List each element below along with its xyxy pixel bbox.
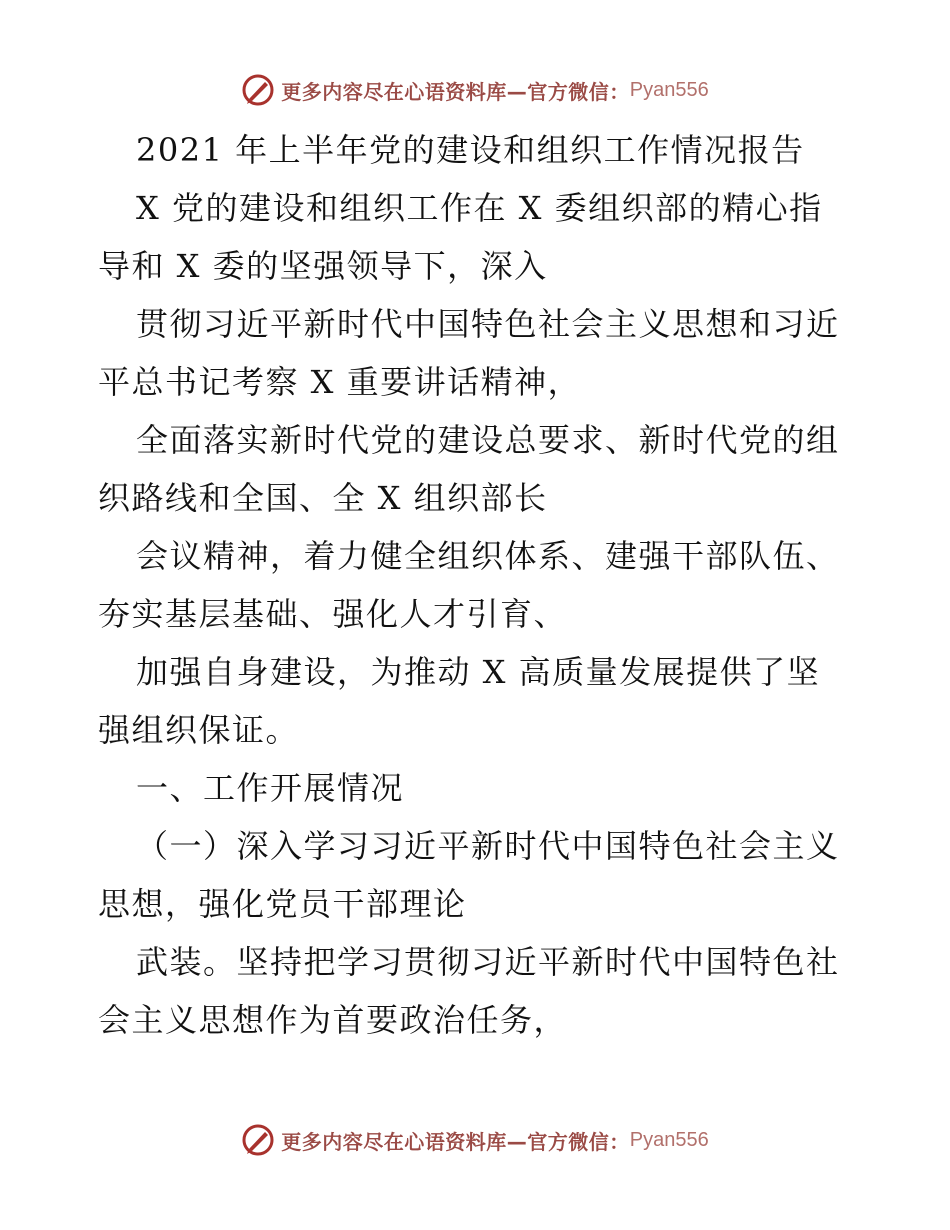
document-line: 平总书记考察 X 重要讲话精神， [98,363,582,401]
document-line: 织路线和全国、全 X 组织部长 [98,479,548,517]
document-line: X 党的建设和组织工作在 X 委组织部的精心指 [136,189,823,227]
document-line: 会议精神，着力健全组织体系、建强干部队伍、 [136,537,840,575]
pen-logo-icon [241,73,275,107]
document-body [98,121,858,1049]
document-line: 夯实基层基础、强化人才引育、 [98,595,568,633]
document-line: 加强自身建设，为推动 X 高质量发展提供了坚 [136,653,821,691]
pen-logo-icon [241,1123,275,1157]
document-line: 强组织保证。 [98,711,300,749]
document-line: 会主义思想作为首要政治任务， [98,1001,568,1039]
watermark-wechat-id: Pyan556 [629,1128,709,1151]
header-watermark-banner [0,68,950,112]
document-line: 导和 X 委的坚强领导下，深入 [98,247,548,285]
footer-watermark-banner [0,1118,950,1162]
document-line: 2021 年上半年党的建设和组织工作情况报告 [136,131,805,169]
watermark-text: 更多内容尽在心语资料库—官方微信： [281,79,630,104]
document-line: 一、工作开展情况 [136,769,405,807]
document-line: 武装。坚持把学习贯彻习近平新时代中国特色社 [136,943,840,981]
watermark-wechat-id: Pyan556 [629,78,709,101]
document-line: 全面落实新时代党的建设总要求、新时代党的组 [136,421,840,459]
document-line: （一）深入学习习近平新时代中国特色社会主义 [136,827,840,865]
document-line: 思想，强化党员干部理论 [98,885,467,923]
watermark-text: 更多内容尽在心语资料库—官方微信： [281,1129,630,1154]
document-line: 贯彻习近平新时代中国特色社会主义思想和习近 [136,305,840,343]
